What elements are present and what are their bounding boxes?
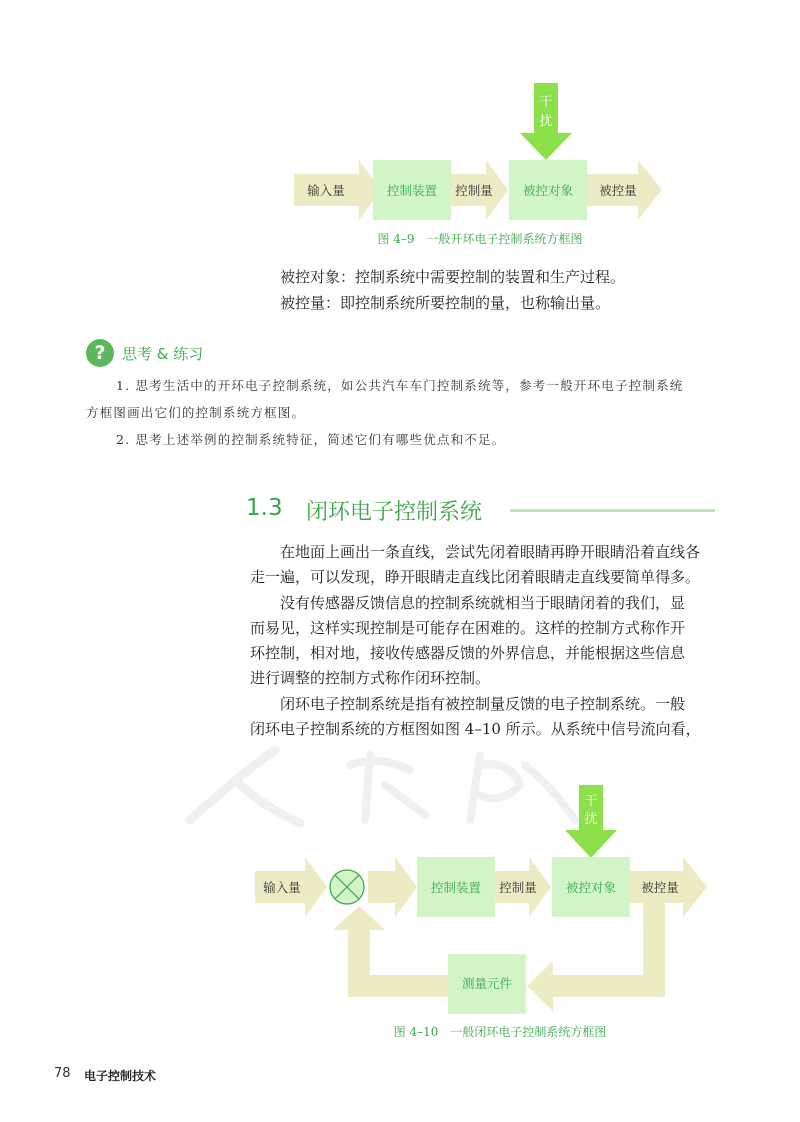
definition-plant: 被控对象：控制系统中需要控制的装置和生产过程。 xyxy=(280,268,626,286)
section-rule xyxy=(510,509,715,512)
disturbance-label-2: 扰 xyxy=(584,812,598,827)
exercise-item-1-cont: 方框图画出它们的控制系统方框图。 xyxy=(86,405,306,420)
paragraph-line: 而易见，这样实现控制是可能存在困难的。这样的控制方式称作开 xyxy=(250,618,686,637)
body-text xyxy=(250,540,720,742)
controller-label: 控制装置 xyxy=(430,880,482,895)
plant-label: 被控对象 xyxy=(565,880,617,895)
plant-label: 被控对象 xyxy=(522,183,574,198)
paragraph-line: 在地面上画出一条直线，尝试先闭着眼睛再睁开眼睛沿着直线各 xyxy=(280,543,701,561)
definition-output: 被控量：即控制系统所要控制的量，也称输出量。 xyxy=(280,294,611,312)
section-title: 闭环电子控制系统 xyxy=(306,500,483,525)
controller-label: 控制装置 xyxy=(386,183,438,198)
input-label: 输入量 xyxy=(307,183,345,198)
paragraph-line: 环控制，相对地，接收传感器反馈的外界信息，并能根据这些信息 xyxy=(250,644,686,663)
section-number: 1.3 xyxy=(246,495,283,521)
closed-loop-diagram xyxy=(255,782,715,1022)
control-quantity-label: 控制量 xyxy=(455,183,493,198)
disturbance-label-1: 干 xyxy=(539,95,553,110)
sensor-label: 测量元件 xyxy=(461,976,513,991)
disturbance-label-1: 干 xyxy=(584,794,598,809)
output-label: 被控量 xyxy=(599,183,637,198)
paragraph-line: 进行调整的控制方式称作闭环控制。 xyxy=(250,669,491,688)
input-label: 输入量 xyxy=(263,880,301,895)
page-number: 78 xyxy=(54,1066,71,1081)
paragraph-line: 走一遍，可以发现，睁开眼睛走直线比闭着眼睛走直线要简单得多。 xyxy=(250,568,701,587)
output-label: 被控量 xyxy=(641,880,679,895)
figure-caption-4-9: 图 4–9 一般开环电子控制系统方框图 xyxy=(377,232,583,246)
control-quantity-label: 控制量 xyxy=(499,880,537,895)
paragraph-line: 没有传感器反馈信息的控制系统就相当于眼睛闭着的我们，显 xyxy=(280,593,686,612)
exercise-item-1: 1. 思考生活中的开环电子控制系统，如公共汽车车门控制系统等，参考一般开环电子控制系统 xyxy=(116,378,684,393)
disturbance-label-2: 扰 xyxy=(539,114,553,129)
exercise-item-2: 2. 思考上述举例的控制系统特征，简述它们有哪些优点和不足。 xyxy=(116,432,506,447)
paragraph-line: 闭环电子控制系统是指有被控制量反馈的电子控制系统。一般 xyxy=(280,694,686,713)
figure-caption-4-10: 图 4–10 一般闭环电子控制系统方框图 xyxy=(393,1025,607,1039)
open-loop-diagram xyxy=(290,80,670,230)
exercise-title: 思考 & 练习 xyxy=(122,345,204,363)
question-icon: ? xyxy=(86,339,114,367)
error-arrow xyxy=(368,857,417,917)
paragraph-line: 闭环电子控制系统的方框图如图 4–10 所示。从系统中信号流向看， xyxy=(250,720,701,739)
book-title: 电子控制技术 xyxy=(84,1069,157,1083)
